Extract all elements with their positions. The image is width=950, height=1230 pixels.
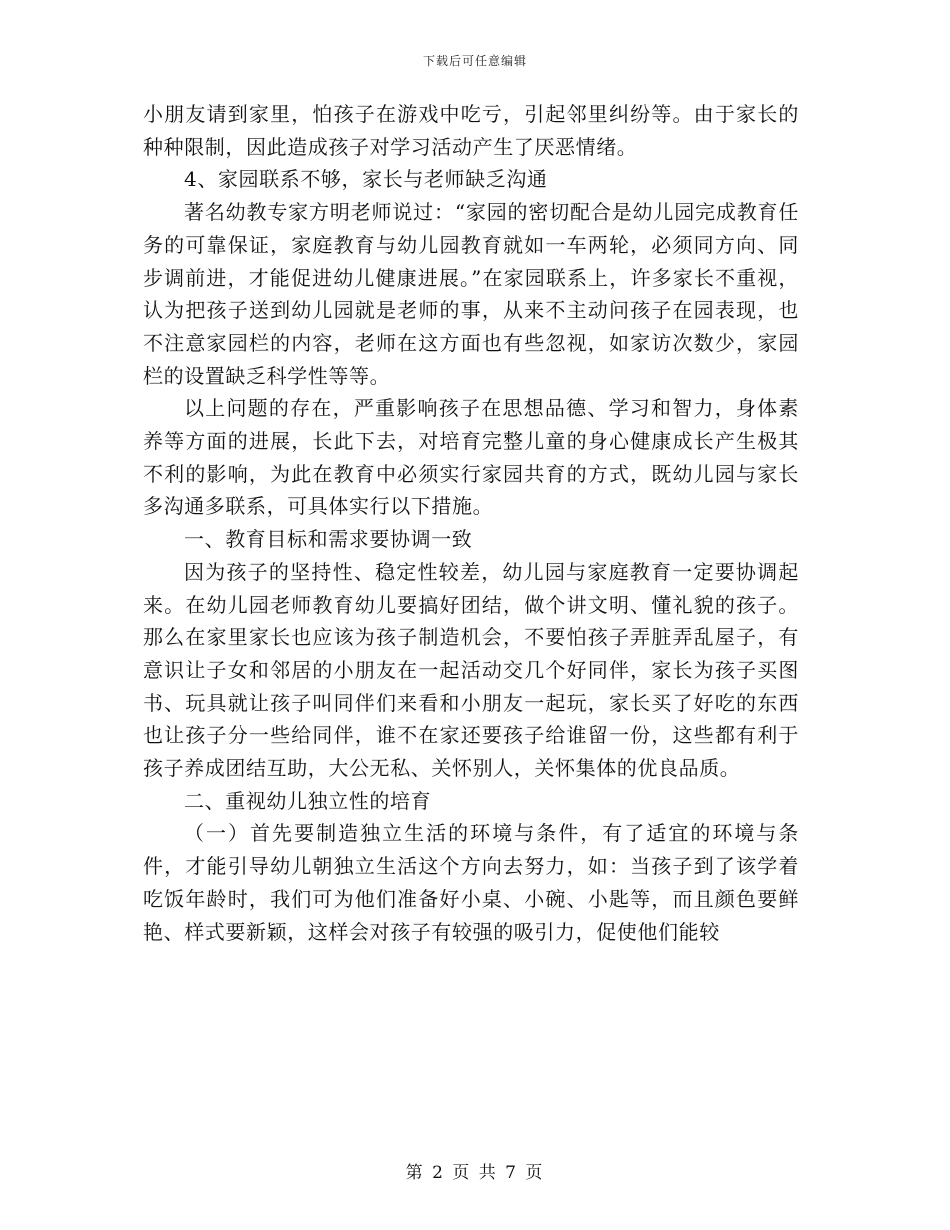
section-heading-home-school-contact: 4、家园联系不够，家长与老师缺乏沟通 [184, 167, 548, 192]
paragraph-expert-quote: 著名幼教专家方明老师说过：“家园的密切配合是幼儿园完成教育任务的可靠保证，家庭教育与幼儿园教育就如一车两轮，必须同方向、同步调前进，才能促进幼儿健康进展。”在家园联系上，许多家长不重视，认为把孩子送到幼儿园就是老师的事，从来不主动问孩子在园表现，也不注意家园栏的内容，老师在这方面也有些忽视，如家访次数少，家园栏的设置缺乏科学性等等。 [143, 200, 799, 388]
paragraph-goals-consistency: 因为孩子的坚持性、稳定性较差，幼儿园与家庭教育一定要协调起来。在幼儿园老师教育幼儿要搞好团结，做个讲文明、懂礼貌的孩子。那么在家里家长也应该为孩子制造机会，不要怕孩子弄脏弄乱屋子，有意识让子女和邻居的小朋友在一起活动交几个好同伴，家长为孩子买图书、玩具就让孩子叫同伴们来看和小朋友一起玩，家长买了好吃的东西也让孩子分一些给同伴，谁不在家还要孩子给谁留一份，这些都有利于孩子养成团结互助，大公无私、关怀别人，关怀集体的优良品质。 [143, 559, 799, 781]
paragraph-continuation: 小朋友请到家里，怕孩子在游戏中吃亏，引起邻里纠纷等。由于家长的种种限制，因此造成孩子对学习活动产生了厌恶情绪。 [143, 102, 799, 159]
document-body [143, 98, 799, 948]
paragraph-problems-summary: 以上问题的存在，严重影响孩子在思想品德、学习和智力，身体素养等方面的进展，长此下去，对培育完整儿童的身心健康成长产生极其不利的影响，为此在教育中必须实行家园共育的方式，既幼儿园与家长多沟通多联系，可具体实行以下措施。 [143, 396, 799, 519]
page-header: 下载后可任意编辑 [422, 54, 527, 68]
section-heading-independence: 二、重视幼儿独立性的培育 [184, 788, 432, 813]
paragraph-independence-environment: （一）首先要制造独立生活的环境与条件，有了适宜的环境与条件，才能引导幼儿朝独立生活这个方向去努力，如：当孩子到了该学着吃饭年龄时，我们可为他们准备好小桌、小碗、小匙等，而且颜色要鲜艳、样式要新颖，这样会对孩子有较强的吸引力，促使他们能较 [143, 821, 799, 944]
section-heading-goals-consistency: 一、教育目标和需求要协调一致 [184, 527, 473, 552]
page-number-footer: 第 2 页 共 7 页 [405, 1163, 545, 1183]
